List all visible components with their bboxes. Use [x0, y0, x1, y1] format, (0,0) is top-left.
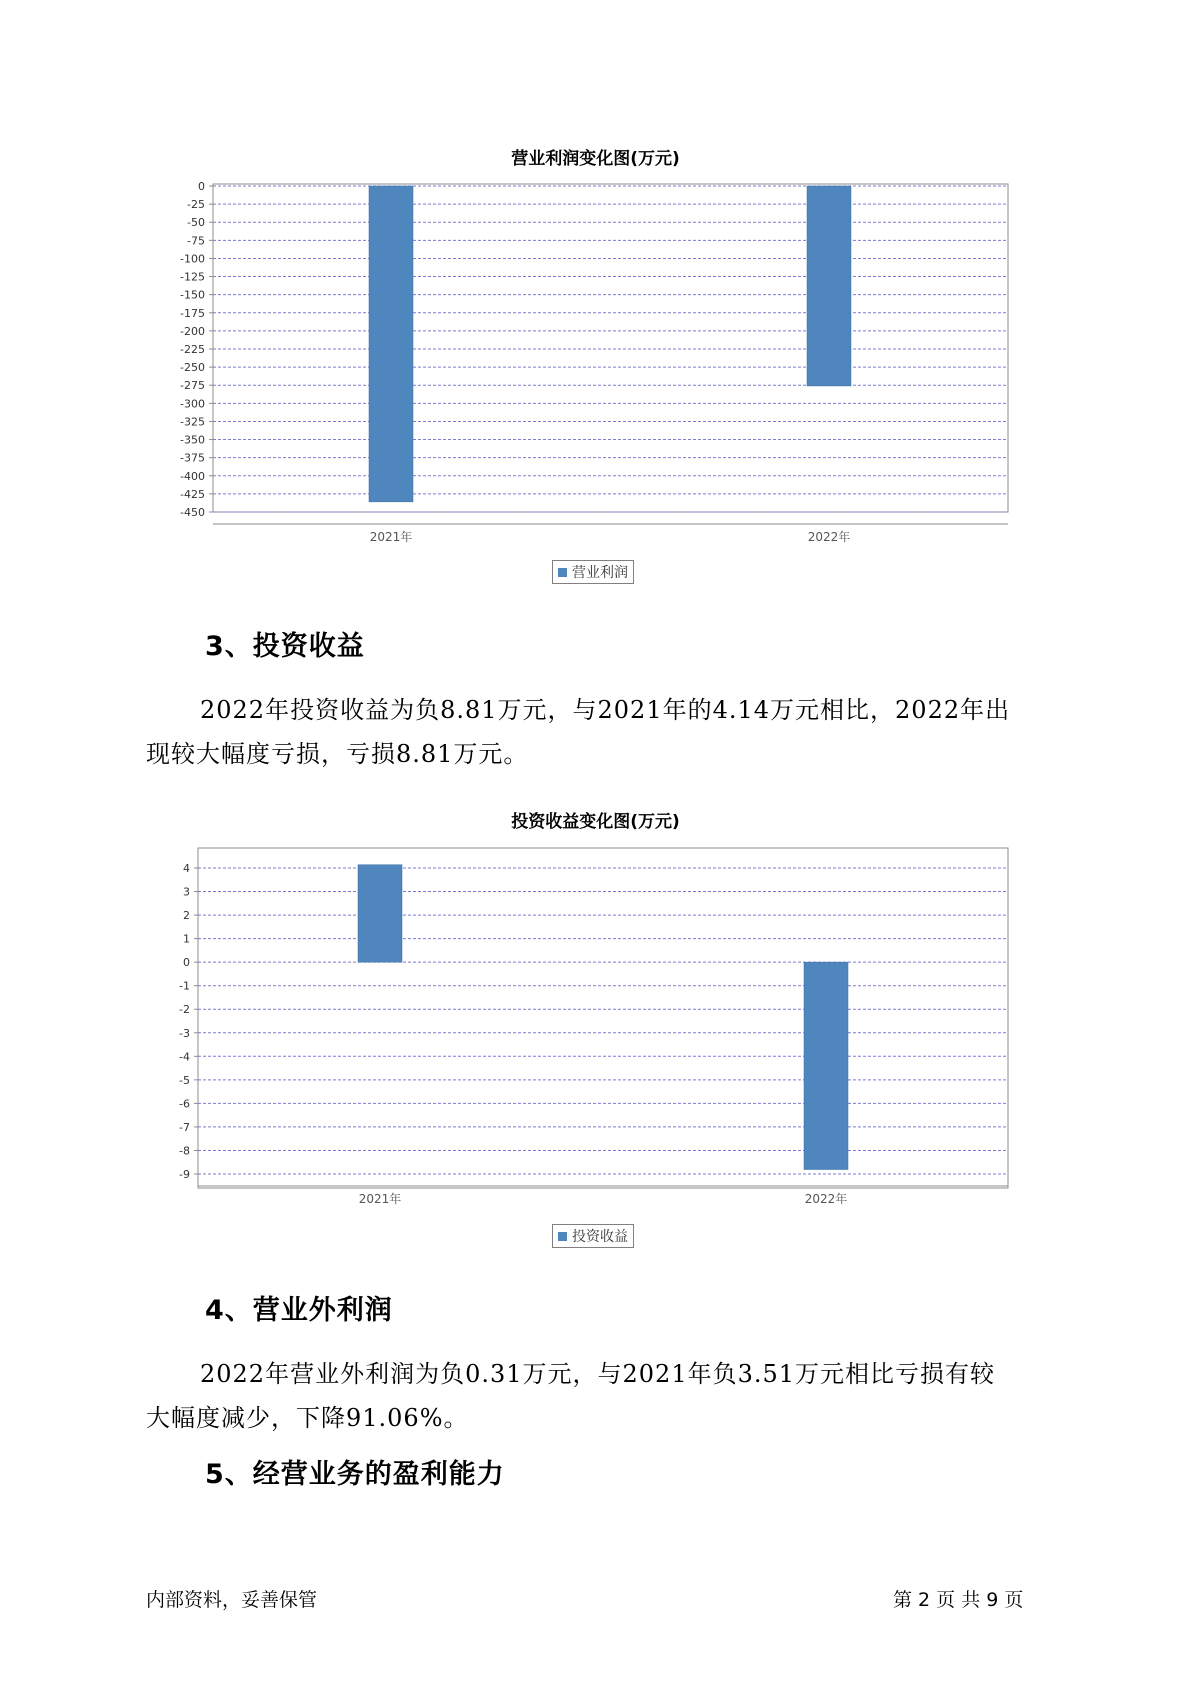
operating-profit-chart — [0, 170, 1191, 544]
paragraph-line: 大幅度减少，下降91.06%。 — [146, 1404, 469, 1432]
y-tick-label: -1 — [179, 979, 190, 993]
legend-swatch — [558, 1232, 567, 1241]
paragraph-line: 现较大幅度亏损，亏损8.81万元。 — [146, 740, 529, 768]
y-tick-label: -325 — [180, 415, 205, 429]
footer-page-number: 第 2 页 共 9 页 — [893, 1589, 1024, 1611]
paragraph-line: 2022年营业外利润为负0.31万元，与2021年负3.51万元相比亏损有较 — [200, 1360, 996, 1388]
y-tick-label: -275 — [180, 379, 205, 393]
y-tick-label: -6 — [179, 1097, 190, 1111]
y-tick-label: 0 — [183, 956, 190, 970]
section-4-paragraph — [146, 1352, 1046, 1440]
y-tick-label: 1 — [183, 932, 190, 946]
y-tick-label: -25 — [187, 198, 205, 212]
y-tick-label: 4 — [183, 862, 190, 875]
bar — [369, 186, 413, 502]
x-tick-label: 2022年 — [804, 1192, 848, 1206]
y-tick-label: -225 — [180, 343, 205, 356]
bar — [804, 962, 848, 1169]
bar — [807, 186, 851, 386]
y-tick-label: -9 — [179, 1168, 190, 1181]
footer-confidential-note: 内部资料，妥善保管 — [146, 1589, 318, 1611]
y-tick-label: 0 — [198, 180, 205, 193]
y-tick-label: -4 — [179, 1050, 190, 1064]
legend-swatch — [558, 568, 567, 577]
bar — [358, 865, 402, 962]
investment-income-chart-title: 投资收益变化图(万元) — [511, 812, 680, 832]
y-tick-label: -150 — [180, 288, 205, 302]
y-tick-label: -7 — [179, 1120, 190, 1134]
y-tick-label: -425 — [180, 487, 205, 501]
section-3-paragraph — [146, 688, 1046, 776]
legend-label: 营业利润 — [572, 565, 628, 581]
y-tick-label: -75 — [187, 234, 205, 248]
y-tick-label: 3 — [183, 885, 190, 899]
x-tick-label: 2021年 — [369, 530, 413, 544]
y-tick-label: -375 — [180, 451, 205, 465]
x-tick-label: 2021年 — [358, 1192, 402, 1206]
section-4-heading: 4、营业外利润 — [205, 1295, 393, 1326]
y-tick-label: -100 — [180, 252, 205, 266]
investment-income-legend — [552, 1224, 634, 1248]
plot-area — [213, 184, 1008, 512]
y-tick-label: -200 — [180, 324, 205, 338]
y-tick-label: -3 — [179, 1026, 190, 1040]
plot-area — [198, 848, 1008, 1188]
y-tick-label: -125 — [180, 270, 205, 284]
y-tick-label: -8 — [179, 1144, 190, 1158]
x-tick-label: 2022年 — [807, 530, 851, 544]
operating-profit-legend — [552, 560, 634, 584]
operating-profit-chart-title: 营业利润变化图(万元) — [511, 149, 680, 169]
y-tick-label: -350 — [180, 433, 205, 447]
y-tick-label: -5 — [179, 1073, 190, 1087]
legend-label: 投资收益 — [572, 1229, 628, 1245]
section-5-heading: 5、经营业务的盈利能力 — [205, 1459, 505, 1490]
y-tick-label: -450 — [180, 506, 205, 519]
y-tick-label: -175 — [180, 306, 205, 320]
y-tick-label: -2 — [179, 1003, 190, 1017]
y-tick-label: -400 — [180, 469, 205, 483]
section-3-heading: 3、投资收益 — [205, 631, 365, 662]
y-tick-label: -300 — [180, 397, 205, 411]
y-tick-label: -50 — [187, 216, 205, 230]
investment-income-chart — [0, 838, 1191, 1210]
paragraph-line: 2022年投资收益为负8.81万元，与2021年的4.14万元相比，2022年出 — [200, 696, 1011, 724]
y-tick-label: -250 — [180, 361, 205, 375]
y-tick-label: 2 — [183, 909, 190, 923]
